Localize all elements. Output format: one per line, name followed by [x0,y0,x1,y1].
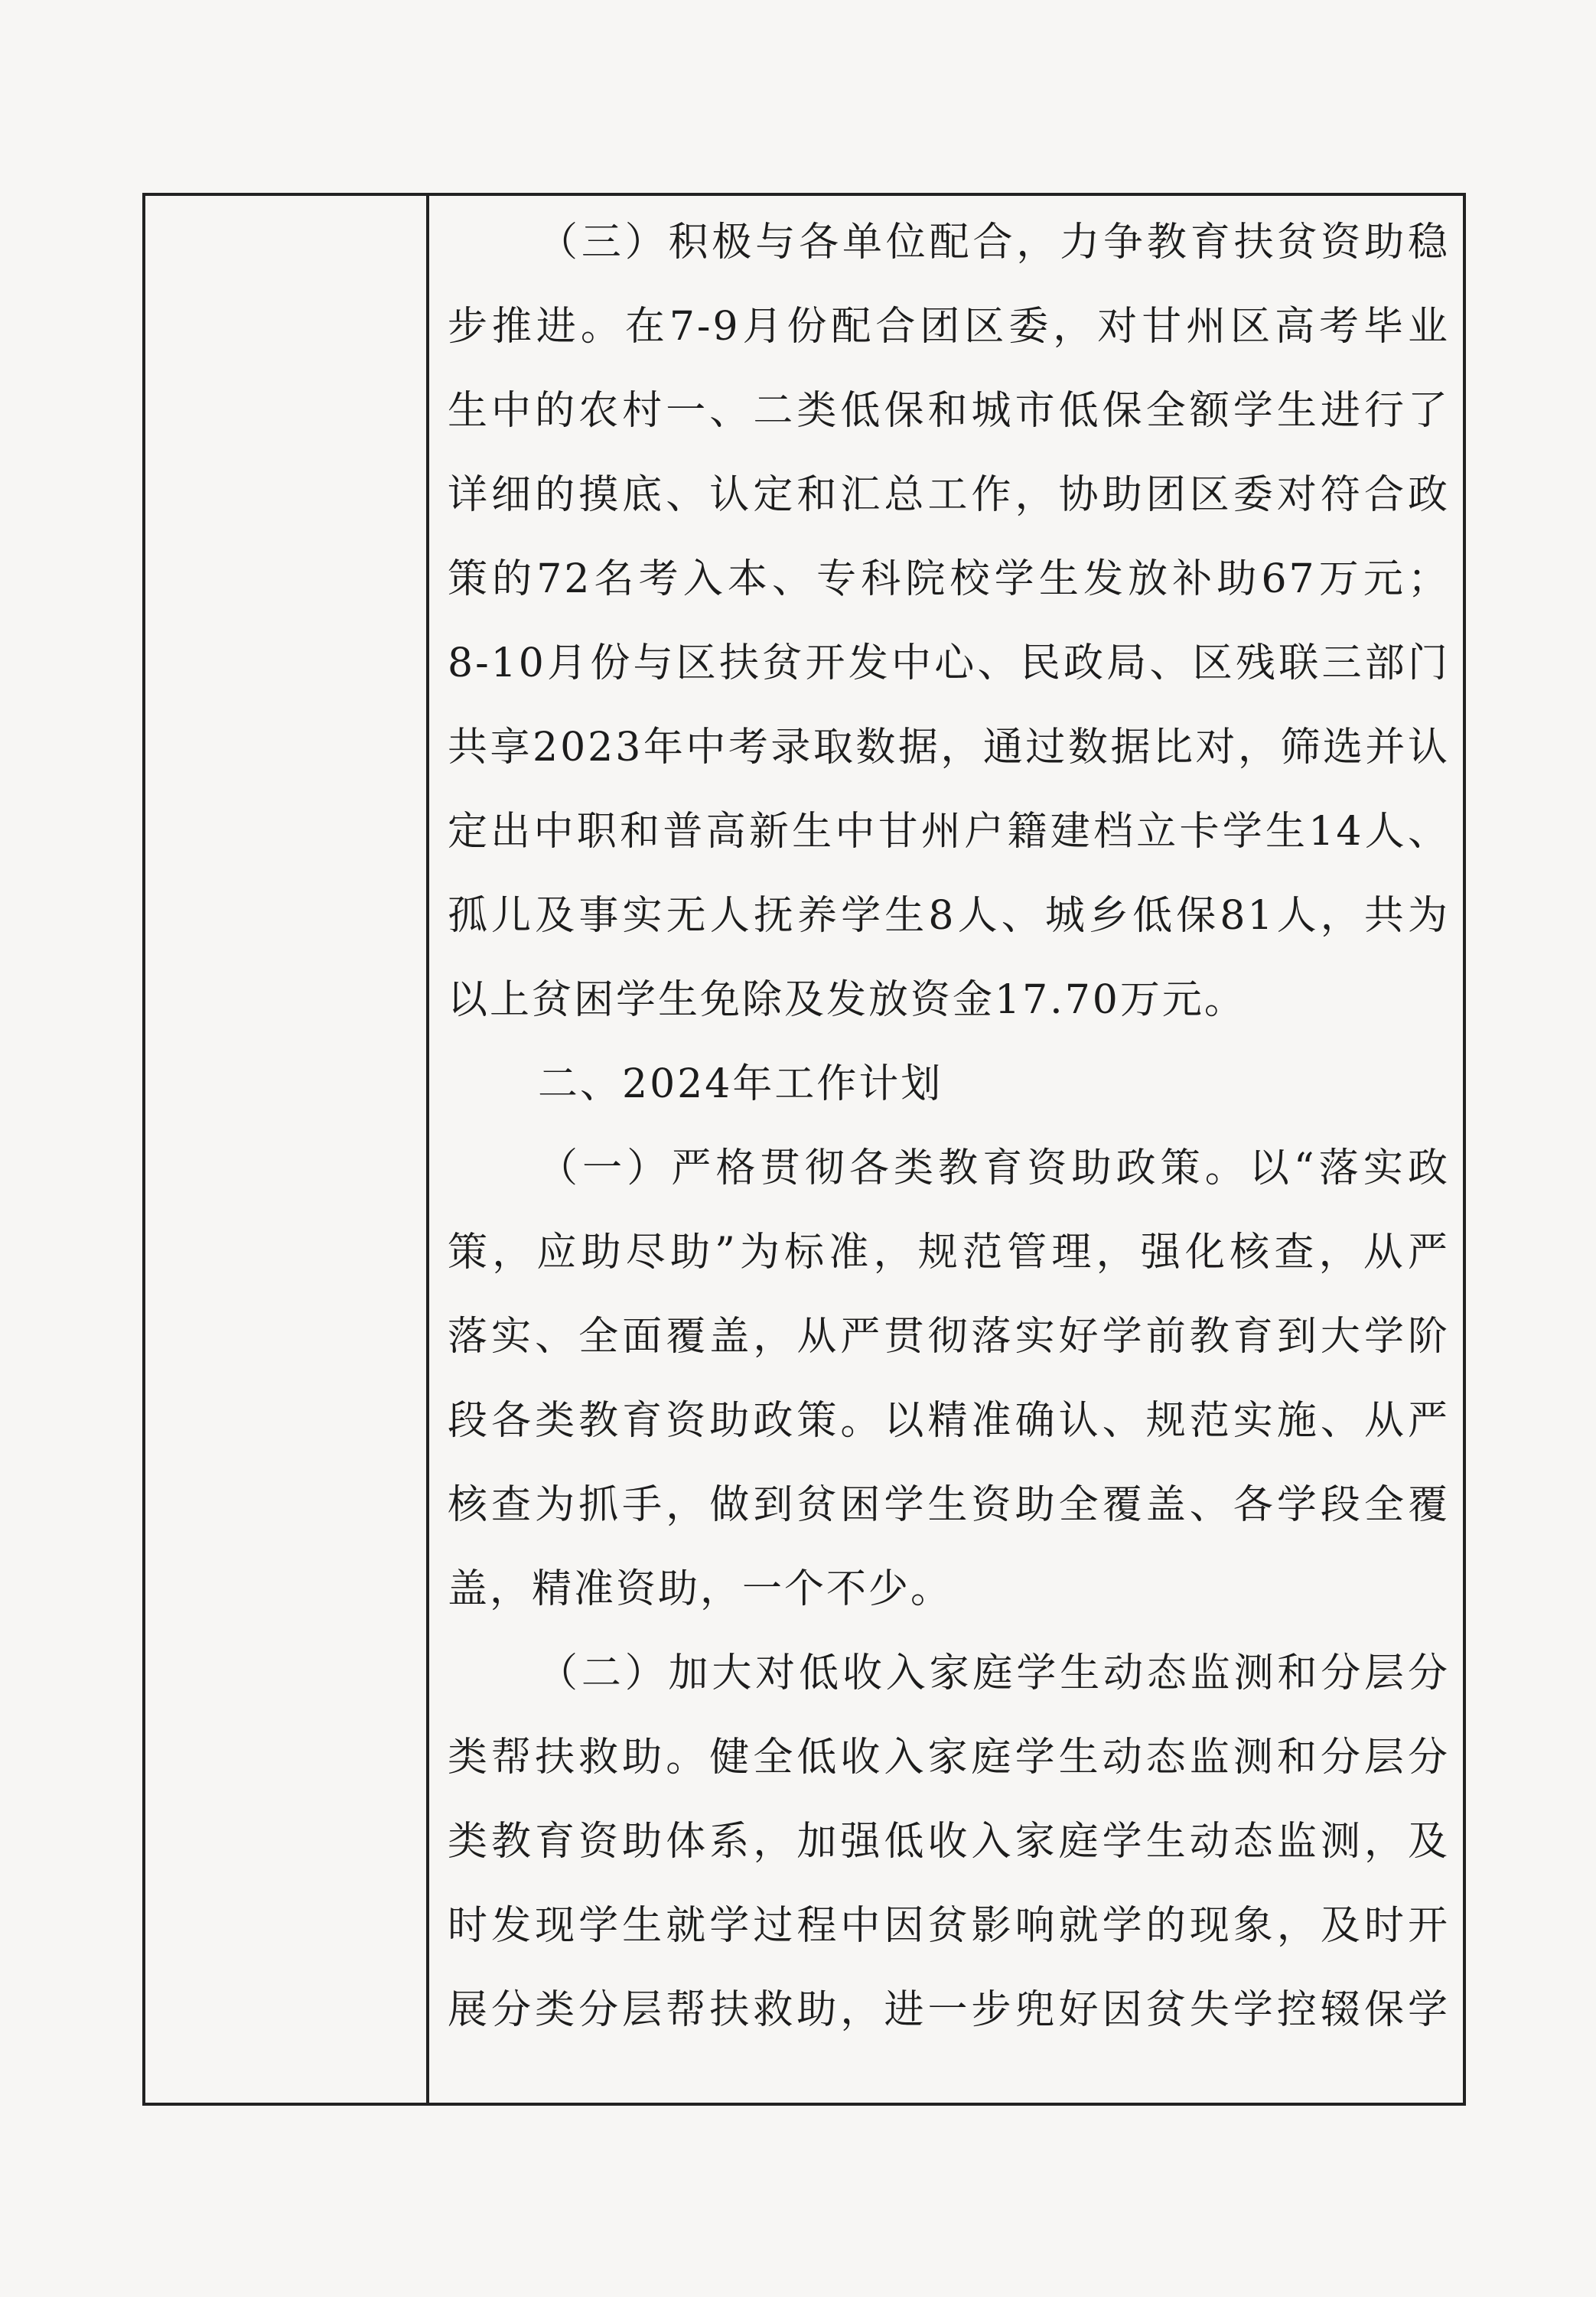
text-line: 定出中职和普高新生中甘州户籍建档立卡学生14人、 [448,809,1450,855]
text-line: 步推进。在7-9月份配合团区委，对甘州区高考毕业 [448,304,1450,350]
text-line: 时发现学生就学过程中因贫影响就学的现象，及时开 [448,1903,1450,1949]
text-line: 类教育资助体系，加强低收入家庭学生动态监测，及 [448,1819,1450,1865]
column-divider [426,193,429,2106]
left-empty-cell [145,196,426,2103]
text-line: 策的72名考入本、专科院校学生发放补助67万元； [448,556,1450,602]
text-line: 8-10月份与区扶贫开发中心、民政局、区残联三部门 [448,640,1450,686]
text-line: 落实、全面覆盖，从严贯彻落实好学前教育到大学阶 [448,1314,1450,1360]
text-line: （一）严格贯彻各类教育资助政策。以“落实政 [538,1145,1450,1191]
text-line: 详细的摸底、认定和汇总工作，协助团区委对符合政 [448,472,1450,518]
section-heading: 二、2024年工作计划 [538,1061,943,1107]
text-line: 策，应助尽助”为标准，规范管理，强化核查，从严 [448,1230,1450,1276]
text-line: 段各类教育资助政策。以精准确认、规范实施、从严 [448,1398,1450,1444]
text-line: （二）加大对低收入家庭学生动态监测和分层分 [538,1650,1450,1696]
text-line: 展分类分层帮扶救助，进一步兜好因贫失学控辍保学 [448,1987,1450,2033]
text-line: 以上贫困学生免除及发放资金17.70万元。 [448,977,1246,1023]
text-line: 孤儿及事实无人抚养学生8人、城乡低保81人，共为 [448,893,1450,939]
content-cell [448,200,1450,2052]
text-line: 核查为抓手，做到贫困学生资助全覆盖、各学段全覆 [448,1482,1450,1528]
text-line: 共享2023年中考录取数据，通过数据比对，筛选并认 [448,725,1450,771]
text-line: （三）积极与各单位配合，力争教育扶贫资助稳 [538,220,1450,266]
text-line: 盖，精准资助，一个不少。 [448,1566,953,1612]
text-line: 生中的农村一、二类低保和城市低保全额学生进行了 [448,388,1450,434]
text-line: 类帮扶救助。健全低收入家庭学生动态监测和分层分 [448,1735,1450,1781]
